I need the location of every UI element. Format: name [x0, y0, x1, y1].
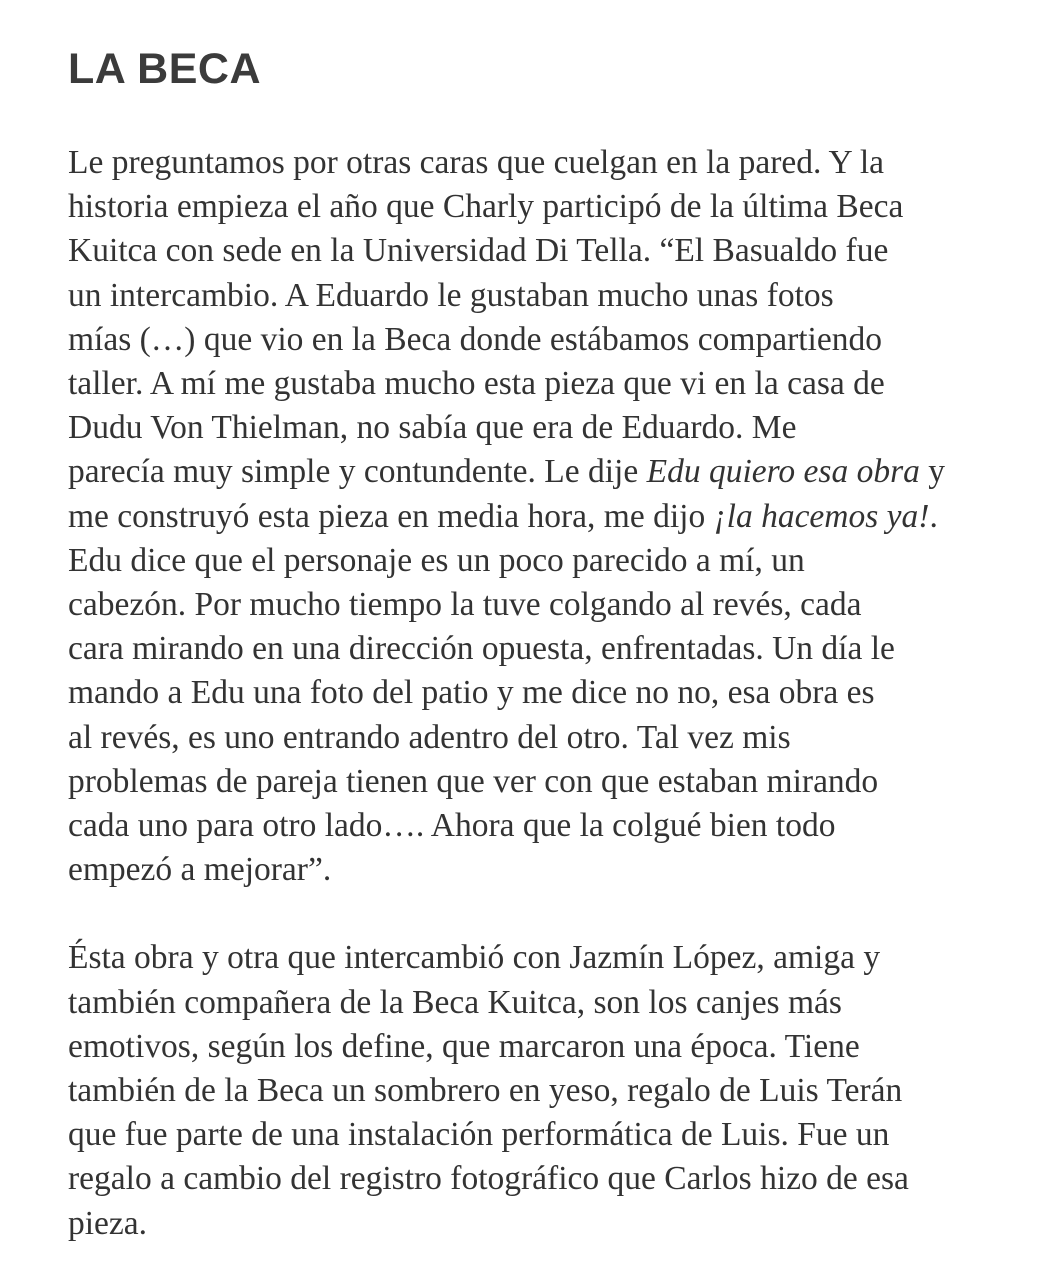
paragraph-2 — [68, 936, 1007, 1245]
paragraph-1-line: mías (…) que vio en la Beca donde estábamos compartiendo — [68, 320, 882, 358]
section-title: LA BECA — [68, 45, 262, 93]
paragraph-1-line: empezó a mejorar”. — [68, 851, 332, 889]
paragraph-1-line: mando a Edu una foto del patio y me dice no no, esa obra es — [68, 674, 875, 712]
italic-quote: Edu quiero esa obra — [646, 453, 920, 491]
paragraph-1-line: Kuitca con sede en la Universidad Di Tella. “El Basualdo fue — [68, 232, 889, 270]
line-text: me construyó esta pieza en media hora, me dijo — [68, 497, 714, 535]
paragraph-1-line: Le preguntamos por otras caras que cuelgan en la pared. Y la — [68, 144, 885, 181]
paragraph-2-line: Ésta obra y otra que intercambió con Jazmín López, amiga y — [68, 939, 881, 977]
paragraph-2-line: también de la Beca un sombrero en yeso, regalo de Luis Terán — [68, 1072, 903, 1110]
paragraph-1-line — [68, 450, 1007, 494]
paragraph-1-line: historia empieza el año que Charly participó de la última Beca — [68, 188, 904, 226]
paragraph-1-line: Dudu Von Thielman, no sabía que era de Eduardo. Me — [68, 409, 797, 447]
paragraph-2-line: que fue parte de una instalación performática de Luis. Fue un — [68, 1116, 890, 1154]
paragraph-2-line: regalo a cambio del registro fotográfico que Carlos hizo de esa — [68, 1160, 909, 1198]
paragraph-1 — [68, 141, 1007, 892]
paragraph-2-line: emotivos, según los define, que marcaron una época. Tiene — [68, 1027, 860, 1065]
paragraph-2-line: pieza. — [68, 1204, 148, 1242]
paragraph-1-line — [68, 495, 1007, 539]
line-text: y — [919, 453, 946, 491]
line-text: parecía muy simple y contundente. Le dije — [68, 453, 647, 491]
paragraph-1-line: taller. A mí me gustaba mucho esta pieza que vi en la casa de — [68, 365, 885, 403]
line-text: . — [929, 497, 938, 535]
paragraph-2-line: también compañera de la Beca Kuitca, son los canjes más — [68, 983, 842, 1021]
paragraph-1-line: problemas de pareja tienen que ver con que estaban mirando — [68, 762, 879, 800]
paragraph-1-line: cara mirando en una dirección opuesta, enfrentadas. Un día le — [68, 630, 895, 668]
paragraph-1-line: cada uno para otro lado…. Ahora que la colgué bien todo — [68, 807, 836, 845]
italic-quote: ¡la hacemos ya! — [713, 497, 930, 535]
paragraph-1-line: al revés, es uno entrando adentro del otro. Tal vez mis — [68, 718, 791, 756]
paragraph-1-line: Edu dice que el personaje es un poco parecido a mí, un — [68, 541, 805, 579]
paragraph-1-line: cabezón. Por mucho tiempo la tuve colgando al revés, cada — [68, 586, 862, 624]
paragraph-1-line: un intercambio. A Eduardo le gustaban mucho unas fotos — [68, 276, 834, 314]
